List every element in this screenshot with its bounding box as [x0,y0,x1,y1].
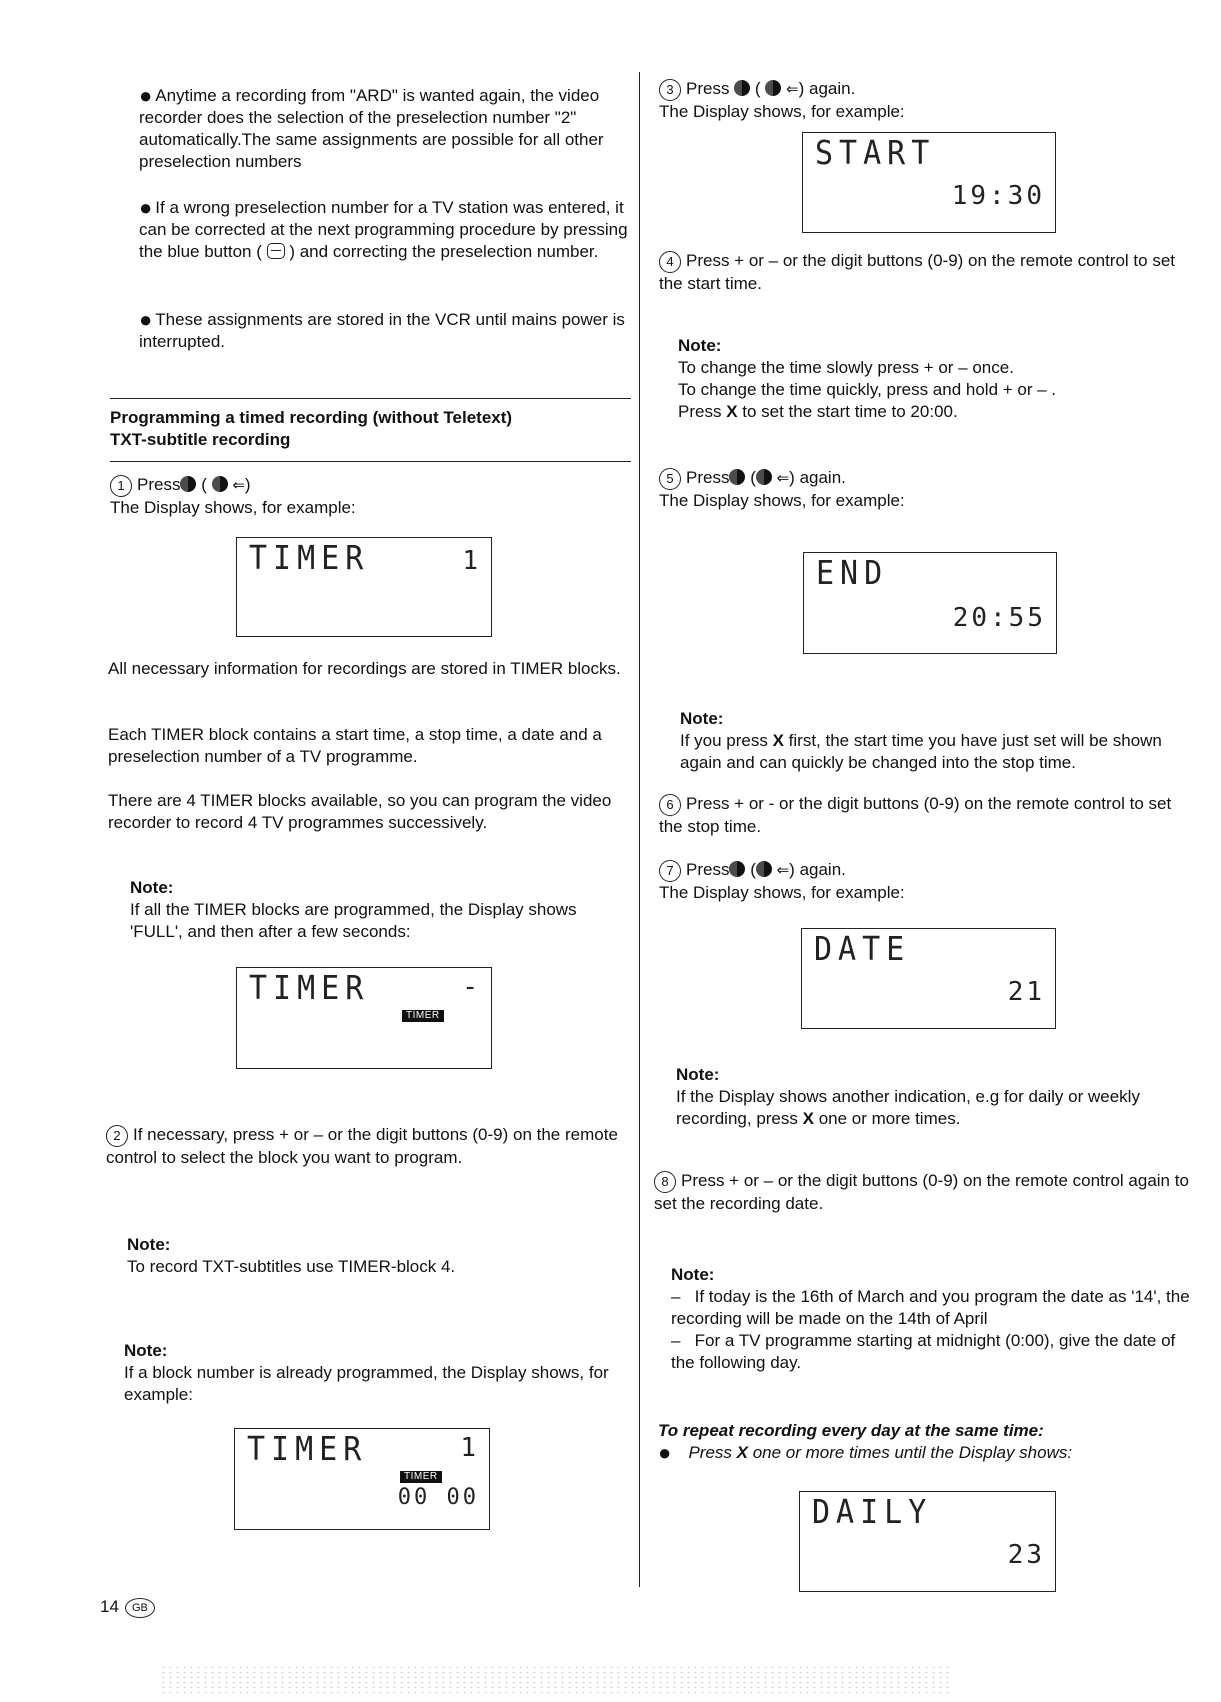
timer-button-icon [180,476,196,492]
note-date-examples [671,1264,1191,1374]
note-label: Note: [676,1065,720,1084]
step-number-badge: 1 [110,475,132,497]
step-number-badge: 5 [659,468,681,490]
paragraph-block-contents: Each TIMER block contains a start time, a stop time, a date and a preselection number of a TV programme. [108,725,602,766]
scan-noise [160,1665,950,1695]
step-3: 3 Press ( ⇐) again. The Display shows, for example: [659,79,905,121]
note-label: Note: [130,878,174,897]
note-already-programmed: Note: If a block number is already programmed, the Display shows, for example: [124,1340,634,1406]
enter-arrow-icon: ⇐ [776,862,790,879]
display-word: DAILY [812,1493,933,1532]
note-change-time: Note: To change the time slowly press + or – once. To change the time quickly, press and hold + or – . Press X to set the start time to 20:00. [678,335,1178,423]
repeat-section: To repeat recording every day at the same time: ● Press X one or more times until the Display shows: [658,1420,1188,1464]
bullet-icon: ● [139,83,153,108]
timer-button-icon [756,469,772,485]
note-txt-subtitles: Note: To record TXT-subtitles use TIMER-block 4. [127,1234,627,1278]
step-4: 4 Press + or – or the digit buttons (0-9) on the remote control to set the start time. [659,251,1175,293]
timer-button-icon [729,861,745,877]
display-word: DATE [814,930,911,969]
display-timer-programmed [234,1428,490,1530]
timer-button-icon [756,861,772,877]
note-label: Note: [671,1265,715,1284]
bullet-wrong-preselection: ● If a wrong preselection number for a TV station was entered, it can be corrected at the next programming procedure by pressing the blue button ( ) and correcting the preselection number. [139,195,628,261]
bullet-icon: ● [139,307,153,332]
display-word: TIMER [249,539,370,578]
bullet-icon: ● [658,1440,672,1465]
note-list-item: – If today is the 16th of March and you program the date as '14', the recording will be made on the 14th of April [671,1287,1190,1328]
display-word: END [816,554,889,593]
heading-line-2: TXT-subtitle recording [110,430,291,449]
blue-button-icon [267,243,285,259]
note-label: Note: [127,1235,171,1254]
note-list-item: – For a TV programme starting at midnight (0:00), give the date of the following day. [671,1331,1176,1372]
note-label: Note: [124,1341,168,1360]
step-number-badge: 7 [659,860,681,882]
timer-badge: TIMER [400,1471,442,1483]
section-heading [110,407,630,451]
step-number-badge: 3 [659,79,681,101]
display-date [801,928,1056,1029]
bullet-stored: ● These assignments are stored in the VCR until mains power is interrupted. [139,307,625,351]
paragraph-four-blocks: There are 4 TIMER blocks available, so you can program the video recorder to record 4 TV programmes successively. [108,791,612,832]
step-8: 8 Press + or – or the digit buttons (0-9) on the remote control again to set the recording date. [654,1171,1189,1213]
display-daily [799,1491,1056,1592]
enter-arrow-icon: ⇐ [232,477,245,494]
bullet-icon: ● [139,195,153,220]
step-6: 6 Press + or - or the digit buttons (0-9) on the remote control to set the stop time. [659,794,1172,836]
page-number: 14 [100,1597,119,1616]
display-block-number: 1 [462,546,481,576]
display-start [802,132,1056,233]
step-7: 7 Press ( ⇐) again. The Display shows, for example: [659,860,905,902]
display-word: START [815,134,936,173]
note-press-x: Note: If you press X first, the start time you have just set will be shown again and can quickly be changed into the stop time. [680,708,1200,774]
heading-rule-bottom [110,461,631,462]
step-number-badge: 2 [106,1125,128,1147]
step-number-badge: 8 [654,1171,676,1193]
note-label: Note: [680,709,724,728]
step-1: 1 Press ( ⇐) The Display shows, for example: [110,475,356,517]
note-label: Note: [678,336,722,355]
display-timer-1 [236,537,492,637]
note-full: Note: If all the TIMER blocks are programmed, the Display shows 'FULL', and then after a few seconds: [130,877,630,943]
step-number-badge: 4 [659,251,681,273]
step-5: 5 Press ( ⇐) again. The Display shows, for example: [659,468,905,510]
enter-arrow-icon: ⇐ [786,81,799,98]
timer-badge: TIMER [402,1010,444,1022]
timer-button-icon [734,80,750,96]
display-date-value: 21 [1007,977,1045,1007]
country-badge: GB [125,1598,155,1618]
display-end-time: 20:55 [952,603,1046,633]
timer-button-icon [729,469,745,485]
repeat-heading: To repeat recording every day at the same time: [658,1421,1044,1440]
column-divider [639,72,640,1587]
step-number-badge: 6 [659,794,681,816]
timer-button-icon [212,476,228,492]
enter-arrow-icon: ⇐ [776,470,790,487]
bullet-ard: ● Anytime a recording from "ARD" is wanted again, the video recorder does the selection of the preselection number "2" automatically.The same assignments are possible for all other preselection numbers [139,83,604,171]
display-start-time: 19:30 [951,181,1045,211]
paragraph-timer-blocks: All necessary information for recordings are stored in TIMER blocks. [108,659,621,678]
timer-button-icon [765,80,781,96]
display-word: TIMER [249,969,370,1008]
heading-rule-top [110,398,631,399]
step-2: 2 If necessary, press + or – or the digit buttons (0-9) on the remote control to select the block you want to program. [106,1125,618,1167]
display-block-number: 1 [460,1433,479,1463]
display-timer-full [236,967,492,1069]
heading-line-1: Programming a timed recording (without Teletext) [110,408,513,427]
page-footer [100,1596,155,1618]
note-daily-weekly: Note: If the Display shows another indication, e.g for daily or weekly recording, press X one or more times. [676,1064,1196,1130]
display-word: TIMER [247,1430,368,1469]
display-daily-value: 23 [1007,1540,1045,1570]
display-time: 00 00 [397,1485,479,1510]
display-end [803,552,1057,654]
display-dash: - [462,972,481,1002]
